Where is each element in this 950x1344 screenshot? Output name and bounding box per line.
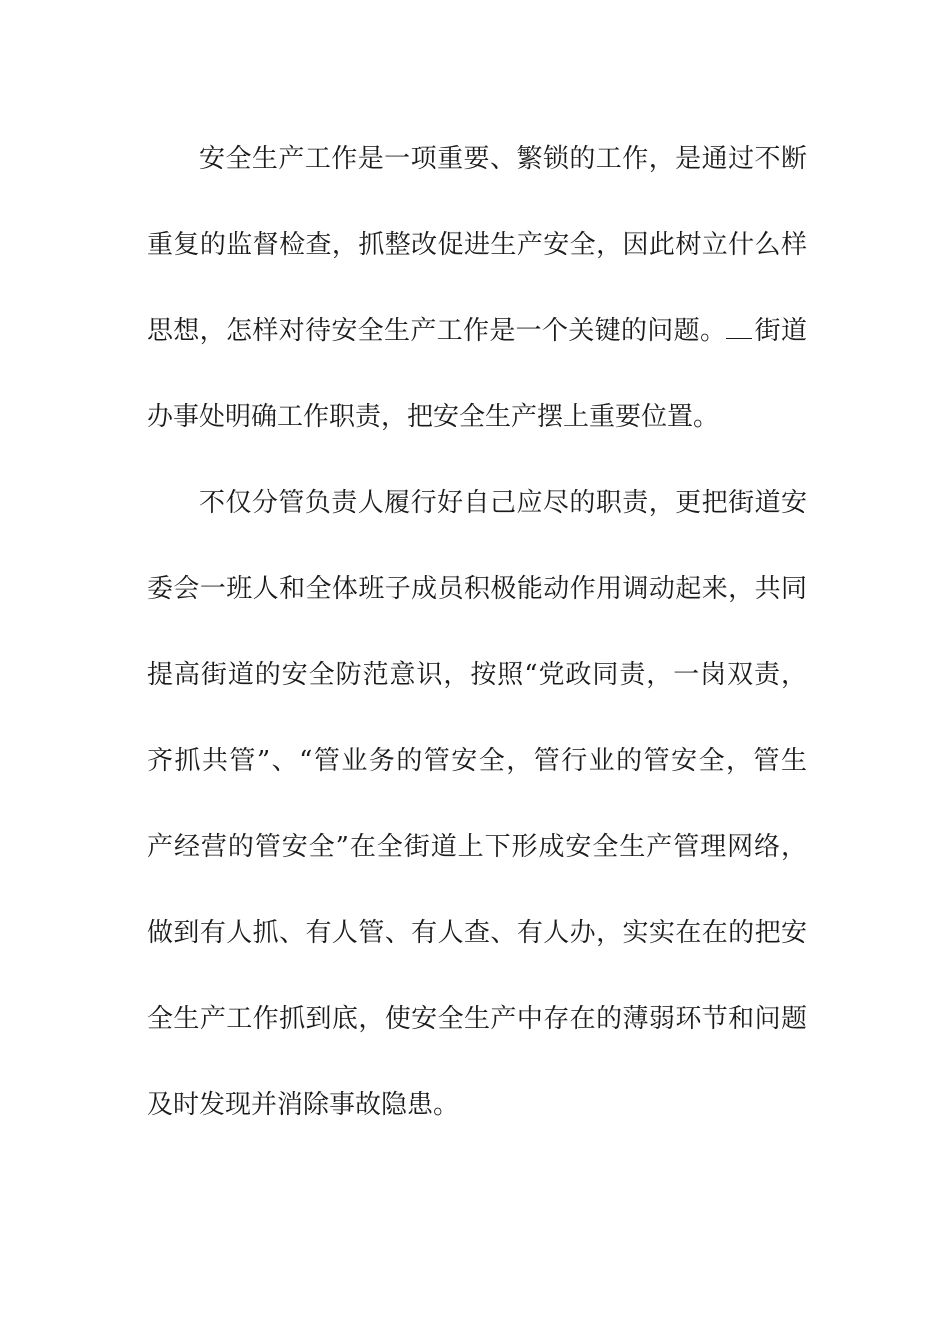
text-line: 及时发现并消除事故隐患。	[147, 1090, 460, 1120]
text-line: 全生产工作抓到底，使安全生产中存在的薄弱环节和问题	[147, 1004, 807, 1034]
text-line: 安全生产工作是一项重要、繁锁的工作，是通过不断	[199, 144, 807, 174]
document-body	[147, 131, 807, 1163]
text-line: 齐抓共管”、“管业务的管安全，管行业的管安全，管生	[147, 746, 807, 776]
text-fragment: 思想，怎样对待安全生产工作是一个关键的问题。	[147, 316, 727, 346]
text-line: 提高街道的安全防范意识，按照“党政同责，一岗双责，	[147, 660, 807, 690]
text-line: 委会一班人和全体班子成员积极能动作用调动起来，共同	[147, 574, 807, 604]
paragraph-2	[147, 475, 807, 1163]
text-fragment: 街道	[754, 316, 807, 346]
fill-in-blank	[726, 320, 752, 339]
text-line	[147, 303, 807, 389]
text-line: 重复的监督检查，抓整改促进生产安全，因此树立什么样	[147, 230, 807, 260]
text-line: 办事处明确工作职责，把安全生产摆上重要位置。	[147, 402, 720, 432]
text-line: 产经营的管安全”在全街道上下形成安全生产管理网络，	[147, 832, 807, 862]
paragraph-1	[147, 131, 807, 475]
text-line: 做到有人抓、有人管、有人查、有人办，实实在在的把安	[147, 918, 807, 948]
text-line: 不仅分管负责人履行好自己应尽的职责，更把街道安	[199, 488, 807, 518]
